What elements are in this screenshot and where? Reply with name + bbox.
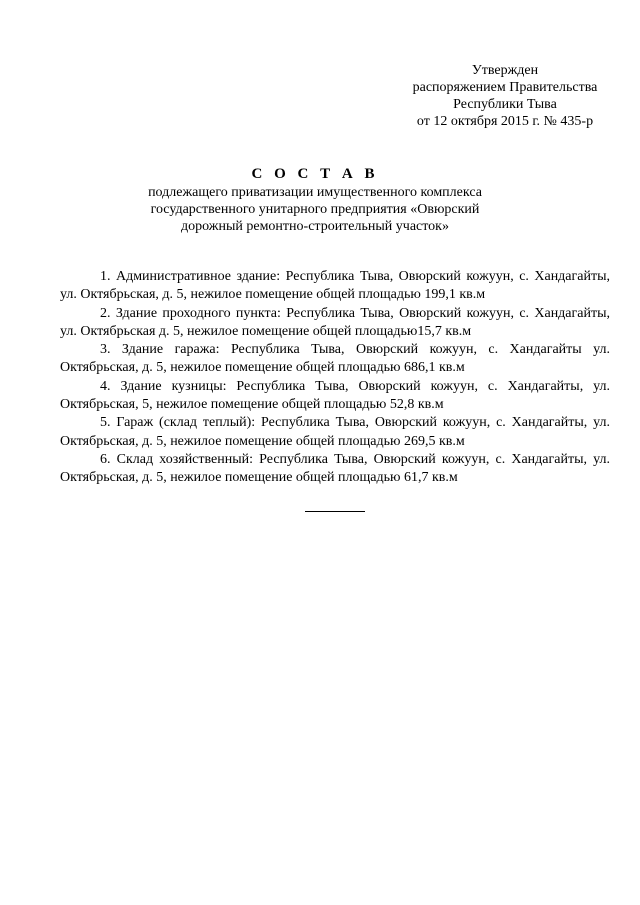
property-list bbox=[60, 268, 610, 488]
approval-line-2: распоряжением Правительства bbox=[412, 80, 598, 95]
approval-line-3: Республики Тыва bbox=[453, 97, 557, 112]
property-item-2: 2. Здание проходного пункта: Республика Тыва, Овюрский кожуун, с. Хандагайты, ул. Октябрьская д. 5, нежилое помещение общей площадью15,7 кв.м bbox=[60, 305, 610, 339]
subtitle-line-1: подлежащего приватизации имущественного комплекса bbox=[148, 185, 482, 200]
document-heading bbox=[60, 165, 570, 235]
document-title: С О С Т А В bbox=[251, 166, 379, 182]
property-item-1: 1. Административное здание: Республика Тыва, Овюрский кожуун, с. Хандагайты, ул. Октябрьская, д. 5, нежилое помещение общей площадью 199,1 кв.м bbox=[60, 269, 610, 303]
subtitle-line-3: дорожный ремонтно-строительный участок» bbox=[181, 219, 449, 234]
approval-line-1: Утвержден bbox=[471, 63, 539, 78]
subtitle-line-2: государственного унитарного предприятия «Овюрский bbox=[150, 202, 480, 217]
property-item-4: 4. Здание кузницы: Республика Тыва, Овюрский кожуун, с. Хандагайты, ул. Октябрьская, 5, нежилое помещение общей площадью 52,8 кв.м bbox=[60, 378, 610, 413]
property-item-5: 5. Гараж (склад теплый): Республика Тыва, Овюрский кожуун, с. Хандагайты, ул. Октябрьская, д. 5, нежилое помещение общей площадью 269,5 кв.м bbox=[60, 415, 610, 449]
property-item-3: 3. Здание гаража: Республика Тыва, Овюрский кожуун, с. Хандагайты ул. Октябрьская, д. 5, нежилое помещение общей площадью 686,1 кв.м bbox=[60, 342, 610, 376]
document-subtitle bbox=[60, 184, 570, 235]
approval-line-4: от 12 октября 2015 г. № 435-р bbox=[416, 114, 594, 129]
end-divider bbox=[305, 511, 365, 512]
property-item-6: 6. Склад хозяйственный: Республика Тыва, Овюрский кожуун, с. Хандагайты, ул. Октябрьская, д. 5, нежилое помещение общей площадью 61,7 кв.м bbox=[60, 451, 610, 486]
approval-block bbox=[380, 62, 630, 130]
